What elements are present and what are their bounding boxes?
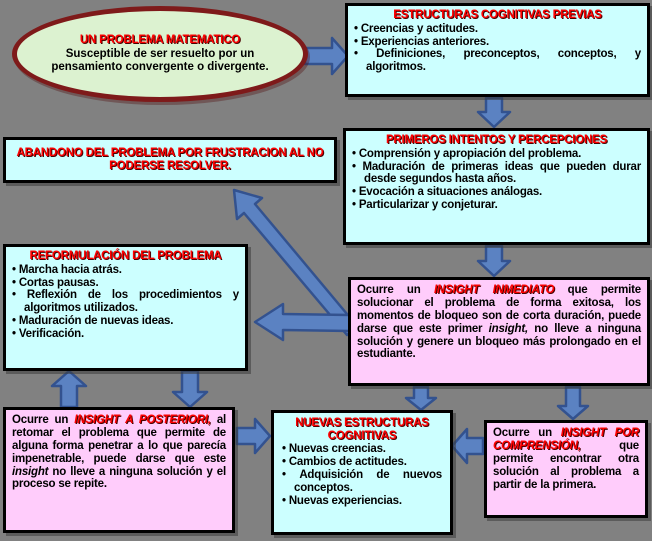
node-reformulacion	[3, 244, 248, 371]
node-primeros-title: PRIMEROS INTENTOS Y PERCEPCIONES	[385, 134, 608, 146]
node-nuevas-estructuras-title: NUEVAS ESTRUCTURAS COGNITIVAS	[295, 417, 429, 442]
text-segment: Ocurre un	[12, 414, 75, 426]
list-item: • Verificación.	[12, 328, 239, 341]
list-item: • Maduración de primeras ideas que pueden durar desde segundos hasta años.	[352, 161, 641, 187]
list-item: • Cortas pausas.	[12, 277, 239, 290]
insight-italic: insight	[12, 465, 49, 478]
node-nuevas-estructuras-list	[282, 443, 442, 507]
text-segment: Ocurre un	[357, 284, 434, 296]
arrow-comprension-to-nuevas	[452, 429, 483, 463]
node-problema-body: Susceptible de ser resuelto por un pensamiento convergente o divergente.	[51, 48, 269, 74]
arrow-posteriori-to-nuevas	[237, 419, 270, 453]
node-primeros	[343, 128, 650, 245]
arrow-inmediato-to-comprension	[558, 387, 588, 419]
node-insight-inmediato	[348, 277, 650, 386]
node-nuevas-estructuras	[271, 410, 453, 535]
text-segment: no lleve a ninguna solución y el proceso se repite.	[12, 465, 226, 491]
list-item: • Reflexión de los procedimientos y algoritmos utilizados.	[12, 289, 239, 315]
arrow-problema-to-estructuras	[305, 38, 348, 74]
node-insight-comprension	[484, 420, 648, 518]
arrow-posteriori-to-reformulacion	[52, 371, 86, 407]
arrow-reformulacion-to-posteriori	[173, 371, 207, 407]
arrow-primeros-to-inmediato	[478, 246, 510, 276]
text-segment: Ocurre un	[493, 427, 561, 439]
insight-comprension-highlight: INSIGHT POR COMPRENSIÓN,	[493, 427, 640, 452]
node-estructuras	[345, 3, 650, 97]
list-item: • Nuevas experiencias.	[282, 495, 442, 508]
insight-inmediato-highlight: INSIGHT INMEDIATO	[433, 284, 555, 296]
node-insight-posteriori	[3, 407, 235, 533]
arrow-inmediato-to-nuevas	[406, 387, 436, 410]
text-segment: no lleve a ninguna solución y genere un bloqueo más prolongado en el estudiante.	[357, 322, 641, 361]
node-estructuras-title: ESTRUCTURAS COGNITIVAS PREVIAS	[393, 9, 602, 21]
list-item: • Cambios de actitudes.	[282, 456, 442, 469]
list-item: • Marcha hacia atrás.	[12, 264, 239, 277]
list-item: • Particularizar y conjeturar.	[352, 199, 641, 212]
node-insight-inmediato-text	[357, 284, 641, 361]
insight-posteriori-highlight: INSIGHT A POSTERIORI,	[74, 414, 211, 426]
insight-italic: insight,	[488, 322, 528, 335]
text-segment: que permite solucionar el problema de forma exitosa, los momentos de bloqueo son de corta duración, puede darse que este primer	[357, 284, 641, 335]
list-item: • Creencias y actitudes.	[354, 23, 641, 36]
node-reformulacion-list	[12, 264, 239, 341]
list-item: • Maduración de nuevas ideas.	[12, 315, 239, 328]
list-item: • Comprensión y apropiación del problema.	[352, 148, 641, 161]
node-abandono-title: ABANDONO DEL PROBLEMA POR FRUSTRACION AL NO PODERSE RESOLVER.	[16, 147, 324, 172]
node-insight-posteriori-text	[12, 414, 226, 491]
text-segment: que permite encontrar otra solución al problema a partir de la primera.	[493, 439, 639, 491]
list-item: • Evocación a situaciones análogas.	[352, 186, 641, 199]
arrow-estructuras-to-primeros	[478, 98, 510, 127]
list-item: • Nuevas creencias.	[282, 443, 442, 456]
node-reformulacion-title: REFORMULACIÓN DEL PROBLEMA	[29, 250, 222, 262]
node-problema-title: UN PROBLEMA MATEMATICO	[79, 34, 241, 47]
node-primeros-list	[352, 148, 641, 212]
text-segment: al retomar el problema que permite de alguna forma penetrar a lo que parecía impenetrable, puede darse que este	[12, 414, 227, 465]
node-estructuras-list	[354, 23, 641, 75]
list-item: • Adquisición de nuevos conceptos.	[282, 469, 442, 495]
node-insight-comprension-text	[493, 427, 639, 491]
list-item: • Definiciones, preconceptos, conceptos, y algoritmos.	[354, 48, 641, 74]
node-abandono	[3, 137, 337, 183]
list-item: • Experiencias anteriores.	[354, 36, 641, 49]
node-problema	[12, 6, 308, 102]
